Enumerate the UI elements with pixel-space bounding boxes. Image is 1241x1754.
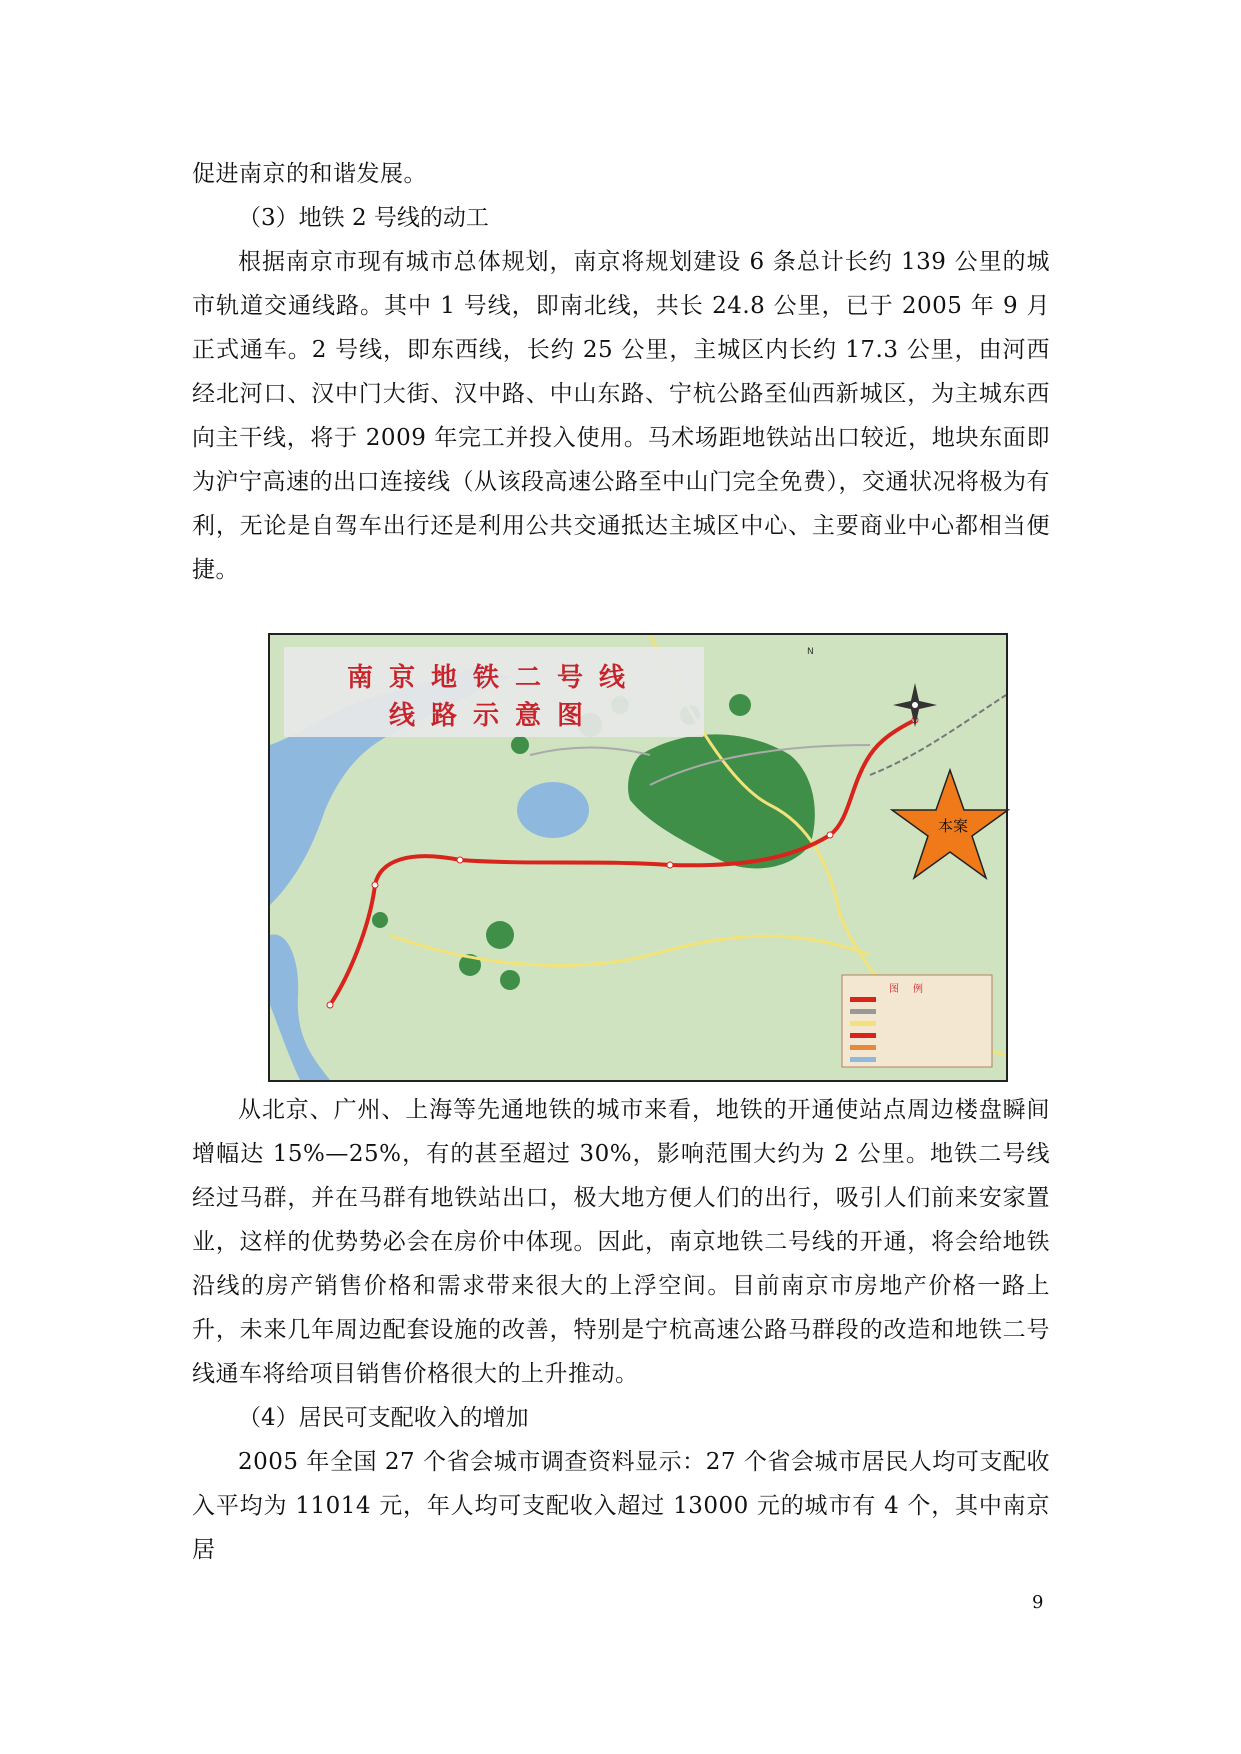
map-title-line-2: 线路示意图 bbox=[388, 701, 599, 731]
paragraph-income: 2005 年全国 27 个省会城市调查资料显示：27 个省会城市居民人均可支配收入平均为 11014 元，年人均可支配收入超过 13000 元的城市有 4 个，其中南京居 bbox=[192, 1449, 1050, 1563]
compass-icon bbox=[893, 683, 937, 727]
text-top bbox=[192, 152, 1050, 592]
paragraph-metro-plan: 根据南京市现有城市总体规划，南京将规划建设 6 条总计长约 139 公里的城市轨道交通线路。其中 1 号线，即南北线，共长 24.8 公里，已于 2005 年 9 月正式通车。2 号线，即东西线，长约 25 公里，主城区内长约 17.3 公里，由河西经北河口、汉中门大街、汉中路、中山东路、宁杭公路至仙西新城区，为主城东西向主干线，将于 2009 年完工并投入使用。马术场距地铁站出口较近，地块东面即为沪宁高速的出口连接线（从该段高速公路至中山门完全免费），交通状况将极为有利，无论是自驾车出行还是利用公共交通抵达主城区中心、主要商业中心都相当便捷。 bbox=[192, 249, 1050, 583]
compass-label: N bbox=[807, 647, 814, 657]
section-heading-4: （4）居民可支配收入的增加 bbox=[238, 1405, 529, 1431]
map-title-panel bbox=[284, 647, 704, 737]
legend-title: 图例 bbox=[889, 984, 937, 995]
map-title-line-1: 南京地铁二号线 bbox=[346, 663, 641, 693]
paragraph-metro-impact: 从北京、广州、上海等先通地铁的城市来看，地铁的开通使站点周边楼盘瞬间增幅达 15%—25%，有的甚至超过 30%，影响范围大约为 2 公里。地铁二号线经过马群，并在马群有地铁站出口，极大地方便人们的出行，吸引人们前来安家置业，这样的优势势必会在房价中体现。因此，南京地铁二号线的开通，将会给地铁沿线的房产销售价格和需求带来很大的上浮空间。目前南京市房地产价格一路上升，未来几年周边配套设施的改善，特别是宁杭高速公路马群段的改造和地铁二号线通车将给项目销售价格很大的上升推动。 bbox=[192, 1097, 1050, 1387]
text-bottom bbox=[192, 1088, 1050, 1572]
page-number: 9 bbox=[1032, 1592, 1044, 1613]
project-star-label: 本案 bbox=[938, 817, 969, 835]
section-heading-3: （3）地铁 2 号线的动工 bbox=[238, 205, 489, 231]
paragraph-continuation: 促进南京的和谐发展。 bbox=[192, 161, 427, 187]
